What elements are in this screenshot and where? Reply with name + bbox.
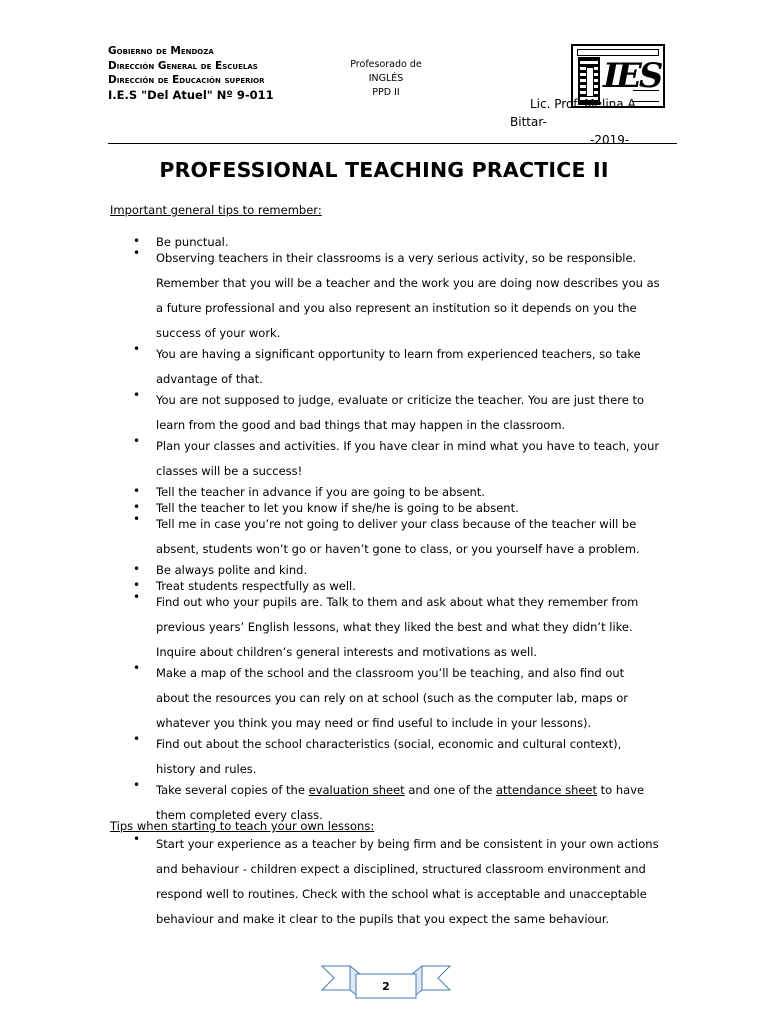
bullet-icon: •	[133, 234, 141, 248]
bullet-icon: •	[133, 484, 141, 498]
logo-banner	[577, 49, 659, 56]
bullet-icon: •	[133, 661, 141, 675]
evaluation-sheet-link[interactable]: evaluation sheet	[308, 783, 405, 797]
list-item-line: and behaviour - children expect a disciplined, structured classroom environment and	[156, 862, 646, 876]
list-item-line: Make a map of the school and the classroom you’ll be teaching, and also find out	[156, 666, 625, 680]
list-item-line: Remember that you will be a teacher and the work you are doing now describes you as	[156, 276, 660, 290]
year: -2019-	[590, 133, 630, 147]
list-item	[0, 434, 676, 484]
logo-letters: IES	[603, 56, 661, 96]
list-item-line: Find out who your pupils are. Talk to them and ask about what they remember from	[156, 595, 639, 609]
list-item-line: whatever you think you may need or find useful to include in your lessons).	[156, 716, 592, 730]
text-segment: Take several copies of the	[156, 783, 309, 797]
list-item-line: Observing teachers in their classrooms is a very serious activity, so be responsible.	[156, 251, 637, 265]
list-item-line: behaviour and make it clear to the pupils that you expect the same behaviour.	[156, 912, 610, 926]
list-item-line: respond well to routines. Check with the school what is acceptable and unacceptable	[156, 887, 647, 901]
list-item	[0, 590, 676, 665]
institute-name: I.E.S "Del Atuel" Nº 9-011	[108, 87, 274, 102]
text-segment: to have	[597, 783, 645, 797]
list-item-line: Start your experience as a teacher by being firm and be consistent in your own actions	[156, 837, 659, 851]
list-item-line: them completed every class.	[156, 808, 323, 822]
header-divider	[108, 143, 677, 144]
bullet-icon: •	[133, 578, 141, 592]
list-item-line: Be always polite and kind.	[156, 563, 308, 577]
list-item	[0, 342, 676, 392]
list-item-line: Tell the teacher in advance if you are going to be absent.	[156, 485, 485, 499]
list-item-line: absent, students won’t go or haven’t gone to class, or you yourself have a problem.	[156, 542, 640, 556]
program-line-3: PPD II	[372, 87, 400, 98]
list-item-line: a future professional and you also represent an institution so it depends on you the	[156, 301, 637, 315]
institution-header	[108, 44, 274, 102]
bullet-icon: •	[133, 590, 141, 604]
program-line-2: INGLÉS	[368, 73, 404, 84]
list-item-line: previous years’ English lessons, what they liked the best and what they didn’t like.	[156, 620, 633, 634]
org-line-2: Dirección General de Escuelas	[108, 59, 258, 72]
list-item-line: Be punctual.	[156, 235, 229, 249]
teacher-surname: Bittar-	[510, 115, 547, 129]
section-heading-own-lessons-text: Tips when starting to teach your own lessons	[110, 819, 371, 833]
org-line-1: Gobierno de Mendoza	[108, 45, 214, 57]
general-tips-list	[0, 234, 676, 828]
list-item	[0, 562, 676, 578]
list-item-line: Treat students respectfully as well.	[156, 579, 356, 593]
list-item-line: advantage of that.	[156, 372, 263, 386]
list-item	[0, 661, 676, 736]
page-title: PROFESSIONAL TEACHING PRACTICE II	[159, 158, 609, 182]
attendance-sheet-link[interactable]: attendance sheet	[495, 783, 598, 797]
teacher-name: Lic. Prof. Melina A.	[530, 97, 640, 111]
bullet-icon: •	[133, 562, 141, 576]
bullet-icon: •	[133, 388, 141, 402]
text-segment: and one of the	[404, 783, 496, 797]
list-item-line: success of your work.	[156, 326, 281, 340]
list-item-line: Find out about the school characteristics (social, economic and cultural context),	[156, 737, 622, 751]
page-number-ribbon	[320, 964, 452, 1004]
list-item-line: Inquire about children’s general interests and motivations as well.	[156, 645, 538, 659]
page-number: 2	[382, 980, 390, 993]
bullet-icon: •	[133, 832, 141, 846]
list-item-line: history and rules.	[156, 762, 257, 776]
bullet-icon: •	[133, 778, 141, 792]
list-item-line: Plan your classes and activities. If you have clear in mind what you have to teach, your	[156, 439, 660, 453]
section-heading-general-tips: Important general tips to remember:	[110, 203, 322, 217]
own-lessons-tips-list	[0, 832, 676, 932]
list-item-line: You are having a significant opportunity to learn from experienced teachers, so take	[156, 347, 641, 361]
org-line-3: Dirección de Educación superior	[108, 74, 265, 86]
list-item-line: You are not supposed to judge, evaluate or criticize the teacher. You are just there to	[156, 393, 645, 407]
bullet-icon: •	[133, 434, 141, 448]
list-item-line: Tell the teacher to let you know if she/he is going to be absent.	[156, 501, 519, 515]
list-item-line: classes will be a success!	[156, 464, 303, 478]
list-item-line: learn from the good and bad things that may happen in the classroom.	[156, 418, 566, 432]
bullet-icon: •	[133, 512, 141, 526]
list-item	[0, 832, 676, 932]
list-item-line: Tell me in case you’re not going to deliver your class because of the teacher will be	[156, 517, 637, 531]
bullet-icon: •	[133, 732, 141, 746]
bullet-icon: •	[133, 246, 141, 260]
program-line-1: Profesorado de	[350, 59, 422, 70]
bullet-icon: •	[133, 342, 141, 356]
list-item	[0, 246, 676, 346]
bullet-icon: •	[133, 500, 141, 514]
list-item	[0, 732, 676, 782]
program-header	[330, 58, 442, 100]
list-item	[0, 388, 676, 438]
list-item-line: about the resources you can rely on at school (such as the computer lab, maps or	[156, 691, 628, 705]
section-heading-own-lessons	[110, 819, 374, 833]
list-item	[0, 512, 676, 562]
list-item-line	[156, 778, 676, 803]
teacher-info	[510, 95, 680, 149]
heading-colon: :	[370, 819, 375, 833]
list-item	[0, 484, 676, 500]
